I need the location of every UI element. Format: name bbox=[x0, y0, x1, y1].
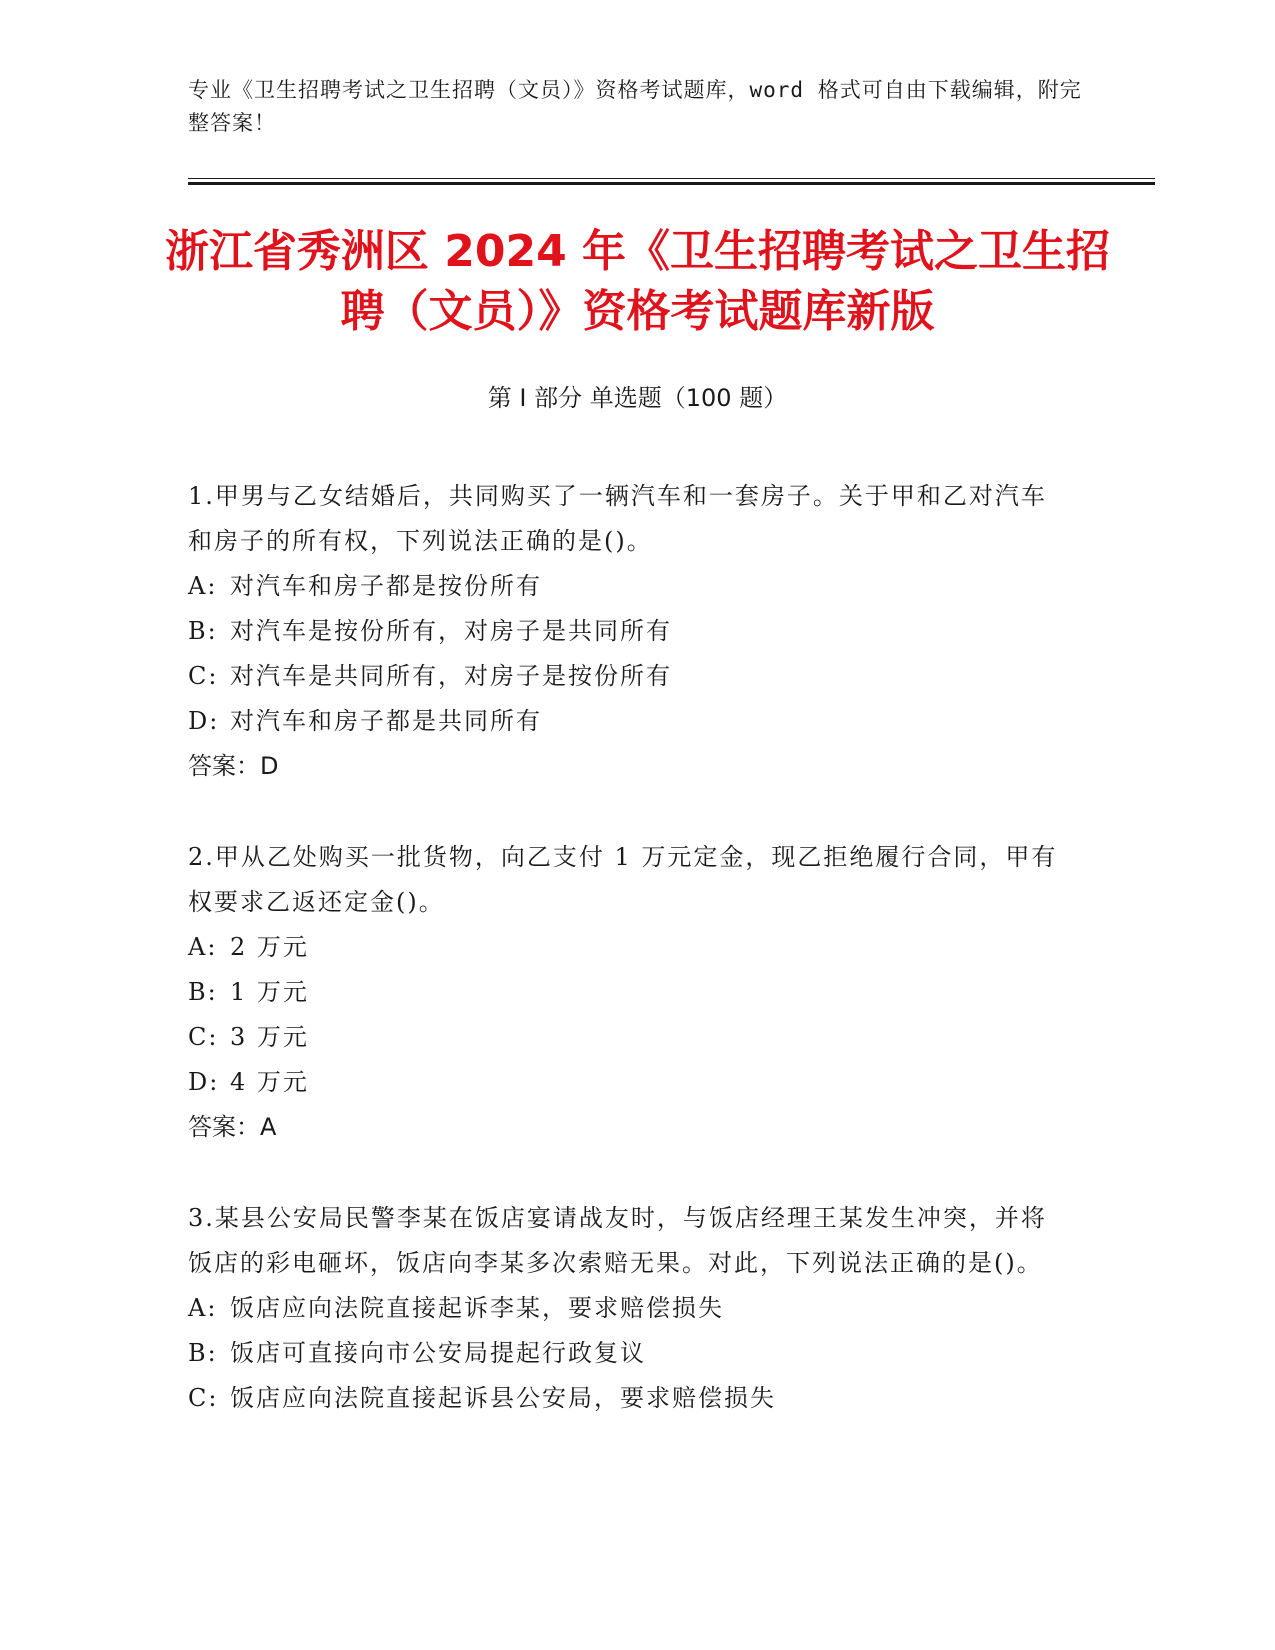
option-letter: B: bbox=[188, 1339, 218, 1367]
option-a bbox=[188, 1286, 1068, 1331]
option-letter: D: bbox=[188, 707, 220, 735]
header-divider-thick bbox=[188, 182, 1155, 185]
section-title: 第 I 部分 单选题（100 题） bbox=[487, 384, 788, 412]
option-c bbox=[188, 1015, 1068, 1060]
option-letter: B: bbox=[188, 617, 218, 645]
option-text: 饭店可直接向市公安局提起行政复议 bbox=[230, 1339, 646, 1367]
option-b bbox=[188, 1331, 1068, 1376]
question-stem: 2.甲从乙处购买一批货物，向乙支付 1 万元定金，现乙拒绝履行合同，甲有权要求乙返还定金()。 bbox=[188, 843, 1058, 916]
option-letter: D: bbox=[188, 1068, 220, 1096]
option-a bbox=[188, 564, 1068, 609]
header-note: 专业《卫生招聘考试之卫生招聘（文员）》资格考试题库，word 格式可自由下载编辑，附完整答案！ bbox=[188, 78, 1082, 135]
option-text: 对汽车和房子都是共同所有 bbox=[230, 707, 542, 735]
option-b bbox=[188, 970, 1068, 1015]
header-divider-thin bbox=[188, 178, 1155, 179]
option-letter: C: bbox=[188, 1384, 219, 1412]
answer-line: 答案：D bbox=[188, 752, 279, 780]
answer-line: 答案：A bbox=[188, 1113, 277, 1141]
option-text: 饭店应向法院直接起诉李某，要求赔偿损失 bbox=[230, 1294, 724, 1322]
question-3 bbox=[188, 1196, 1068, 1421]
option-letter: A: bbox=[188, 1294, 218, 1322]
option-text: 对汽车是按份所有，对房子是共同所有 bbox=[230, 617, 672, 645]
option-a bbox=[188, 925, 1068, 970]
option-letter: A: bbox=[188, 572, 218, 600]
option-text: 4 万元 bbox=[230, 1068, 309, 1096]
option-letter: C: bbox=[188, 1023, 219, 1051]
option-text: 3 万元 bbox=[230, 1023, 309, 1051]
option-letter: A: bbox=[188, 933, 218, 961]
option-text: 对汽车是共同所有，对房子是按份所有 bbox=[230, 662, 672, 690]
option-d bbox=[188, 699, 1068, 744]
option-text: 对汽车和房子都是按份所有 bbox=[230, 572, 542, 600]
option-c bbox=[188, 1376, 1068, 1421]
option-d bbox=[188, 1060, 1068, 1105]
option-text: 1 万元 bbox=[230, 978, 309, 1006]
option-c bbox=[188, 654, 1068, 699]
option-b bbox=[188, 609, 1068, 654]
option-text: 饭店应向法院直接起诉县公安局，要求赔偿损失 bbox=[230, 1384, 776, 1412]
option-text: 2 万元 bbox=[230, 933, 309, 961]
document-title: 浙江省秀洲区 2024 年《卫生招聘考试之卫生招聘（文员）》资格考试题库新版 bbox=[164, 226, 1111, 337]
question-list bbox=[188, 474, 1068, 1467]
option-letter: C: bbox=[188, 662, 219, 690]
option-letter: B: bbox=[188, 978, 218, 1006]
question-1 bbox=[188, 474, 1068, 789]
question-stem: 1.甲男与乙女结婚后，共同购买了一辆汽车和一套房子。关于甲和乙对汽车和房子的所有权，下列说法正确的是()。 bbox=[188, 482, 1047, 555]
question-stem: 3.某县公安局民警李某在饭店宴请战友时，与饭店经理王某发生冲突，并将饭店的彩电砸坏，饭店向李某多次索赔无果。对此，下列说法正确的是()。 bbox=[188, 1204, 1047, 1277]
question-2 bbox=[188, 835, 1068, 1150]
